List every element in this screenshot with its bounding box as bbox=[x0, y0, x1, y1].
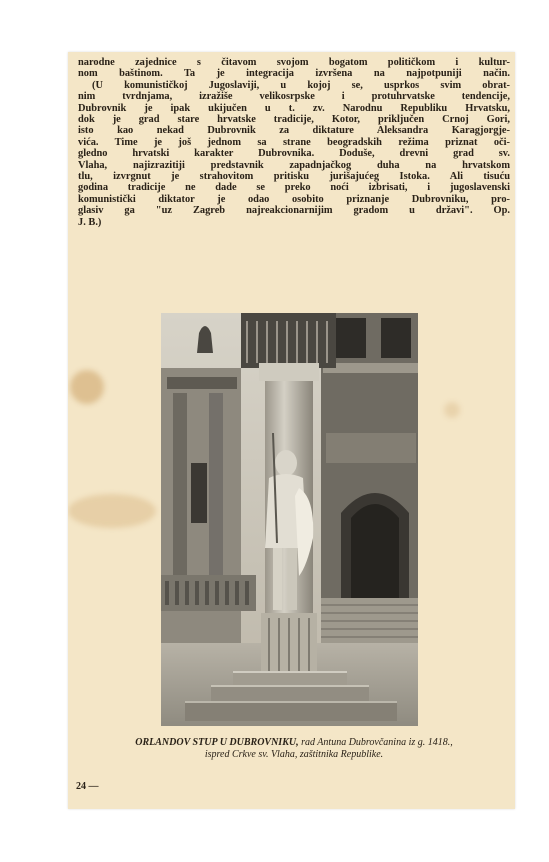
text-line: komunistički diktator je odao osobito priznanje Dubrovniku, pro- bbox=[78, 193, 510, 205]
orlando-column-photo bbox=[161, 313, 418, 726]
book-page bbox=[68, 52, 515, 809]
text-line: godina tradicije ne dade se preko noći izbrisati, i jugoslavenski bbox=[78, 182, 510, 194]
page-number: 24 — bbox=[76, 781, 99, 792]
text-line: nom baštinom. Ta je integracija izvršena na najpotpuniji način. bbox=[78, 68, 510, 80]
stain-mark bbox=[68, 494, 156, 528]
text-line: Vlaha, najizrazitiji predstavnik zapadnjačkog duha na hrvatskom bbox=[78, 159, 510, 171]
text-line: narodne zajednice s čitavom svojom bogatom političkom i kultur- bbox=[78, 57, 510, 68]
body-paragraph bbox=[78, 57, 510, 228]
caption-line2: ispred Crkve sv. Vlaha, zaštitnika Republike. bbox=[204, 749, 384, 760]
text-line: (U komunističkoj Jugoslaviji, u kojoj se, usprkos svim obrat- bbox=[92, 79, 510, 91]
text-line: vića. Time je još jednom sa strane beogradskih režima priznat oči- bbox=[78, 136, 510, 148]
caption-line1: rad Antuna Dubrovčanina iz g. 1418., bbox=[298, 737, 453, 748]
text-line: glasiv ga "uz Zagreb najreakcionarnijim gradom u državi". Op. bbox=[78, 205, 510, 217]
text-line: Dubrovnik je ipak ukijučen u t. zv. Narodnu Republiku Hrvatsku, bbox=[78, 102, 510, 114]
text-line: nim tvrdnjama, izražišе velikosrpske i protuhrvatske tendencije, bbox=[78, 91, 510, 103]
photo-caption bbox=[74, 737, 514, 761]
text-line: gledno hrvatski karakter Dubrovnika. Doduše, drevni grad sv. bbox=[78, 148, 510, 160]
caption-title: ORLANDOV STUP U DUBROVNIKU, bbox=[135, 737, 299, 748]
text-line: tlu, izvrgnut je strahovitom pritisku jurišajućeg Istoka. Ali tisuću bbox=[78, 171, 510, 183]
text-line: isto kao nekad Dubrovnik za diktature Aleksandra Karagjorgje- bbox=[78, 125, 510, 137]
stain-mark bbox=[70, 370, 104, 404]
stain-mark bbox=[444, 402, 460, 418]
text-line: J. B.) bbox=[78, 216, 102, 228]
text-line: dok je grad stare hrvatske tradicije, Kotor, priključen Crnoj Gori, bbox=[78, 114, 510, 126]
